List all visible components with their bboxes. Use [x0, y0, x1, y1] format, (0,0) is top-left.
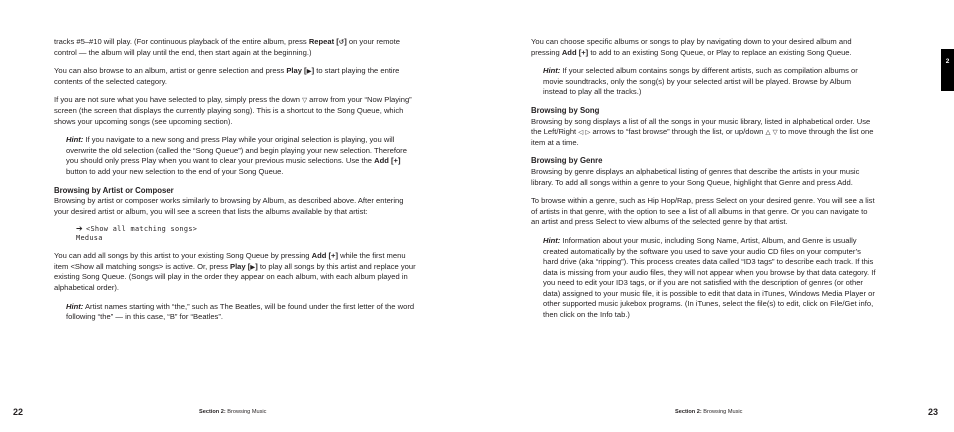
hint-overwrite-selection: Hint: If you navigate to a new song and press Play while your original selection is playing, you will overwrite the old selection (called the “Song Queue”) and begin playing your new selection. Therefore you should only press Play when you want to clear your previous music selections. Use the Add [+] button to add your new selection to the end of your Song Queue. [66, 135, 407, 176]
play-button-label: Play [▶] [286, 66, 315, 76]
hint-label: Hint: [66, 135, 84, 145]
selection-arrow-icon: ➔ [76, 224, 84, 234]
hint-the-prefix: Hint: Artist names starting with “the,” such as The Beatles, will be found under the first letter of the word following “the” — in this case, “B” for “Beatles”. [66, 301, 415, 322]
left-right-arrows-icon: ◁ ▷ [578, 128, 591, 137]
hint-label: Hint: [543, 66, 561, 76]
paragraph-add-artist-songs: You can add all songs by this artist to your existing Song Queue by pressing Add [+] while the first menu item <Show all matching songs> is active. Or, press Play [▶] to play all songs by this artist and replace your existing Song Queue. (Songs will play in the order they appear on each album, with each album played in alphabetical order). [54, 251, 416, 292]
down-arrow-icon: ▽ [302, 96, 308, 105]
page-footer: Section 2: Browsing Music [199, 409, 267, 415]
right-page [477, 0, 954, 432]
paragraph-song-browse: Browsing by song displays a list of all the songs in your music library, listed in alphabetical order. Use the Left/Right ◁ ▷ arrows to “fast browse” through the list, or up/down △ ▽ to move through the list one item at a time. [531, 116, 874, 147]
heading-browsing-by-song: Browsing by Song [531, 105, 600, 115]
hint-label: Hint: [66, 301, 84, 311]
paragraph-genre-browse: Browsing by genre displays an alphabetical listing of genres that describe the artists in your music library. To add all songs within a genre to your Song Queue, highlight that Genre and press Add. [531, 166, 860, 187]
page-number: 23 [928, 407, 939, 417]
screen-line-album: Medusa [76, 233, 103, 242]
screen-line-show-all: <Show all matching songs> [86, 225, 198, 234]
section-tab: 2 [941, 49, 954, 91]
play-button-label: Play [▶] [230, 261, 258, 271]
paragraph-artist-browse: Browsing by artist or composer works similarly to browsing by Album, as described above. After entering your desired artist or album, you will see a screen that lists the albums available by that artist: [54, 196, 404, 216]
hint-label: Hint: [543, 235, 561, 245]
paragraph-now-playing: If you are not sure what you have selected to play, simply press the down ▽ arrow from your “Now Playing” screen (the screen that displays the currently playing song). This is a shortcut to the Song Queue, which shows your upcoming songs (see upcoming section). [54, 95, 412, 126]
paragraph-choose-albums: You can choose specific albums or songs to play by navigating down to your desired album and pressing Add [+] to add to an existing Song Queue, or Play to replace an existing Song Queue. [531, 37, 852, 57]
paragraph-browse-play: You can also browse to an album, artist or genre selection and press Play [▶] to start playing the entire contents of the selected category. [54, 66, 400, 86]
heading-browsing-by-artist: Browsing by Artist or Composer [54, 185, 174, 195]
repeat-icon: ↺ [338, 38, 345, 46]
page-footer: Section 2: Browsing Music [675, 409, 743, 415]
left-column [54, 37, 419, 331]
hint-compilation-albums: Hint: If your selected album contains songs by different artists, such as compilation albums or movie soundtracks, only the song(s) by your selected artist will be played. Browse by Album instead to play all the tracks.) [543, 66, 858, 97]
play-icon: ▶ [306, 67, 312, 76]
play-icon: ▶ [250, 262, 256, 271]
screen-example [76, 225, 419, 242]
heading-browsing-by-genre: Browsing by Genre [531, 156, 603, 166]
page-number: 22 [13, 407, 24, 417]
up-down-arrows-icon: △ ▽ [765, 128, 778, 137]
hint-id3-tags: Hint: Information about your music, including Song Name, Artist, Album, and Genre is usually created automatically by the software you used to save your audio CD files on your computer’s hard drive (aka “ripping”). This process creates data called “ID3 tags” to describe each track. If this data is missing from your audio files, they will not appear when you browse by that data category. If you need to edit your ID3 tags, or if you are not satisfied with the description of genres (or other data) assigned to your music file, it is possible to edit that data in iTunes, Windows Media Player or other supported music jukebox programs. (In iTunes, select the file(s) to edit, click on File/Get info, then click on the Info tab.) [543, 235, 876, 320]
paragraph-genre-select: To browse within a genre, such as Hip Hop/Rap, press Select on your desired genre. You will see a list of artists in that genre, with the option to see a list of all albums in that genre. Or you can navigate to an artist and press Select to view albums of the selected genre by that artist. [531, 196, 875, 227]
repeat-button-label: Repeat [↺] [308, 37, 347, 46]
paragraph-continuous-playback: tracks #5–#10 will play. (For continuous playback of the entire album, press Repeat [↺] on your remote control — the album will play until the end, then start again at the beginning.) [54, 37, 400, 57]
right-column [531, 37, 877, 329]
